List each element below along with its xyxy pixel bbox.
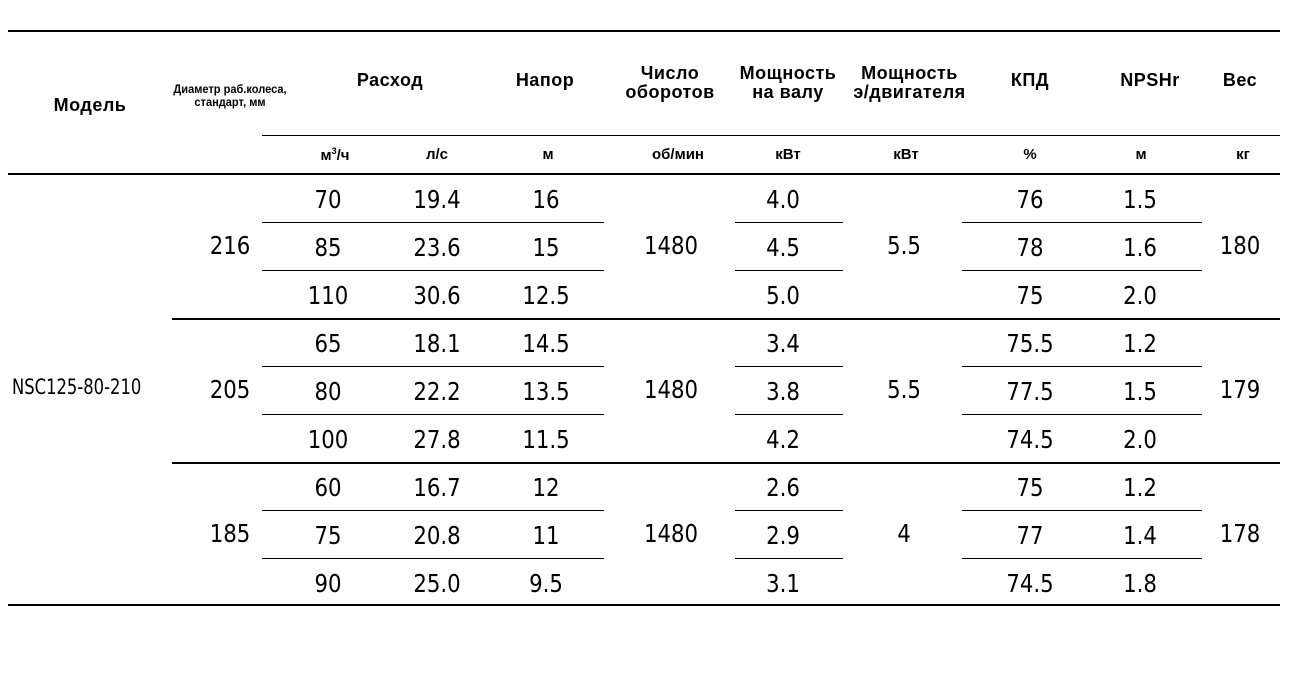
table-cell-flow-m3h: 80	[314, 377, 342, 406]
table-cell-flow-ls: 16.7	[413, 473, 461, 502]
table-cell-flow-ls: 19.4	[413, 185, 461, 214]
table-cell-npshr: 1.8	[1123, 569, 1157, 598]
group-weight: 180	[1219, 231, 1261, 260]
group-speed: 1480	[643, 375, 699, 404]
table-cell-npshr: 1.5	[1123, 185, 1157, 214]
table-cell-flow-m3h: 85	[314, 233, 342, 262]
units-rule	[262, 135, 1280, 136]
unit-shaft-power: кВт	[775, 146, 801, 163]
table-cell-head: 11	[532, 521, 560, 550]
row-divider	[962, 366, 1202, 367]
table-cell-flow-m3h: 75	[314, 521, 342, 550]
table-cell-efficiency: 75	[1016, 281, 1044, 310]
table-cell-shaft-power: 3.8	[766, 377, 800, 406]
table-cell-head: 14.5	[522, 329, 570, 358]
table-cell-flow-m3h: 70	[314, 185, 342, 214]
table-cell-head: 15	[532, 233, 560, 262]
group-diameter: 205	[209, 375, 251, 404]
unit-speed: об/мин	[652, 146, 704, 163]
group-weight: 178	[1219, 519, 1261, 548]
table-cell-flow-m3h: 65	[314, 329, 342, 358]
header-rule	[8, 173, 1280, 175]
group-speed: 1480	[643, 519, 699, 548]
row-divider	[262, 270, 604, 271]
table-cell-npshr: 2.0	[1123, 425, 1157, 454]
row-divider	[262, 414, 604, 415]
table-cell-head: 12.5	[522, 281, 570, 310]
table-cell-shaft-power: 3.1	[766, 569, 800, 598]
table-cell-efficiency: 77	[1016, 521, 1044, 550]
table-cell-npshr: 1.2	[1123, 329, 1157, 358]
group-diameter: 185	[209, 519, 251, 548]
table-cell-shaft-power: 5.0	[766, 281, 800, 310]
table-cell-shaft-power: 4.2	[766, 425, 800, 454]
header-flow: Расход	[356, 70, 424, 90]
row-divider	[962, 222, 1202, 223]
table-cell-flow-ls: 20.8	[413, 521, 461, 550]
table-cell-efficiency: 74.5	[1006, 569, 1054, 598]
header-motor-power	[842, 64, 977, 102]
group-motor-power: 5.5	[887, 231, 921, 260]
row-divider	[735, 270, 843, 271]
table-cell-shaft-power: 4.0	[766, 185, 800, 214]
row-divider	[735, 510, 843, 511]
table-cell-npshr: 1.6	[1123, 233, 1157, 262]
group-divider	[172, 318, 1280, 320]
row-divider	[262, 510, 604, 511]
table-cell-head: 16	[532, 185, 560, 214]
table-cell-efficiency: 77.5	[1006, 377, 1054, 406]
table-cell-efficiency: 74.5	[1006, 425, 1054, 454]
unit-head: м	[542, 146, 554, 163]
table-cell-flow-ls: 23.6	[413, 233, 461, 262]
header-motor-power-line2: э/двигателя	[853, 81, 966, 102]
row-divider	[735, 222, 843, 223]
unit-flow-ls: л/с	[425, 146, 449, 163]
header-shaft-power	[728, 64, 848, 102]
row-divider	[262, 222, 604, 223]
table-cell-efficiency: 78	[1016, 233, 1044, 262]
table-cell-npshr: 2.0	[1123, 281, 1157, 310]
row-divider	[962, 270, 1202, 271]
header-speed-line2: оборотов	[625, 81, 715, 102]
row-divider	[962, 558, 1202, 559]
bottom-rule	[8, 604, 1280, 606]
row-divider	[962, 414, 1202, 415]
top-rule	[8, 30, 1280, 32]
row-divider	[262, 366, 604, 367]
table-cell-npshr: 1.4	[1123, 521, 1157, 550]
table-cell-efficiency: 75.5	[1006, 329, 1054, 358]
unit-motor-power: кВт	[893, 146, 919, 163]
header-speed-line1: Число	[640, 63, 700, 83]
table-cell-head: 11.5	[522, 425, 570, 454]
table-cell-flow-m3h: 90	[314, 569, 342, 598]
group-motor-power: 4	[897, 519, 911, 548]
group-motor-power: 5.5	[887, 375, 921, 404]
header-shaft-power-line1: Мощность	[739, 63, 837, 83]
header-efficiency: КПД	[1010, 70, 1050, 90]
table-cell-flow-ls: 25.0	[413, 569, 461, 598]
table-cell-shaft-power: 4.5	[766, 233, 800, 262]
header-motor-power-line1: Мощность	[861, 63, 958, 83]
row-divider	[735, 414, 843, 415]
table-cell-head: 13.5	[522, 377, 570, 406]
header-speed	[605, 64, 735, 102]
unit-efficiency: %	[1023, 146, 1037, 163]
unit-weight: кг	[1236, 146, 1250, 163]
header-weight: Вес	[1222, 70, 1258, 90]
group-weight: 179	[1219, 375, 1261, 404]
table-cell-efficiency: 75	[1016, 473, 1044, 502]
model-name: NSC125-80-210	[12, 375, 142, 399]
row-divider	[735, 558, 843, 559]
header-npshr: NPSHr	[1120, 70, 1180, 90]
header-diameter	[156, 83, 303, 108]
table-cell-shaft-power: 2.9	[766, 521, 800, 550]
table-cell-shaft-power: 3.4	[766, 329, 800, 358]
group-speed: 1480	[643, 231, 699, 260]
table-cell-head: 9.5	[529, 569, 563, 598]
table-cell-efficiency: 76	[1016, 185, 1044, 214]
header-head: Напор	[515, 70, 575, 90]
table-cell-shaft-power: 2.6	[766, 473, 800, 502]
row-divider	[262, 558, 604, 559]
group-diameter: 216	[209, 231, 251, 260]
table-cell-flow-ls: 30.6	[413, 281, 461, 310]
table-cell-flow-m3h: 100	[307, 425, 349, 454]
header-shaft-power-line2: на валу	[752, 81, 824, 102]
header-model: Модель	[53, 95, 127, 115]
row-divider	[962, 510, 1202, 511]
row-divider	[735, 366, 843, 367]
table-cell-npshr: 1.2	[1123, 473, 1157, 502]
group-divider	[172, 462, 1280, 464]
table-cell-flow-m3h: 110	[307, 281, 349, 310]
table-cell-flow-ls: 18.1	[413, 329, 461, 358]
unit-npshr: м	[1135, 146, 1147, 163]
table-cell-flow-m3h: 60	[314, 473, 342, 502]
table-cell-head: 12	[532, 473, 560, 502]
table-cell-flow-ls: 27.8	[413, 425, 461, 454]
header-diameter-line2: стандарт, мм	[194, 94, 266, 109]
table-cell-flow-ls: 22.2	[413, 377, 461, 406]
header-diameter-line1: Диаметр раб.колеса,	[173, 82, 287, 96]
unit-flow-m3h: $м^3/ч$	[320, 146, 350, 164]
table-cell-npshr: 1.5	[1123, 377, 1157, 406]
